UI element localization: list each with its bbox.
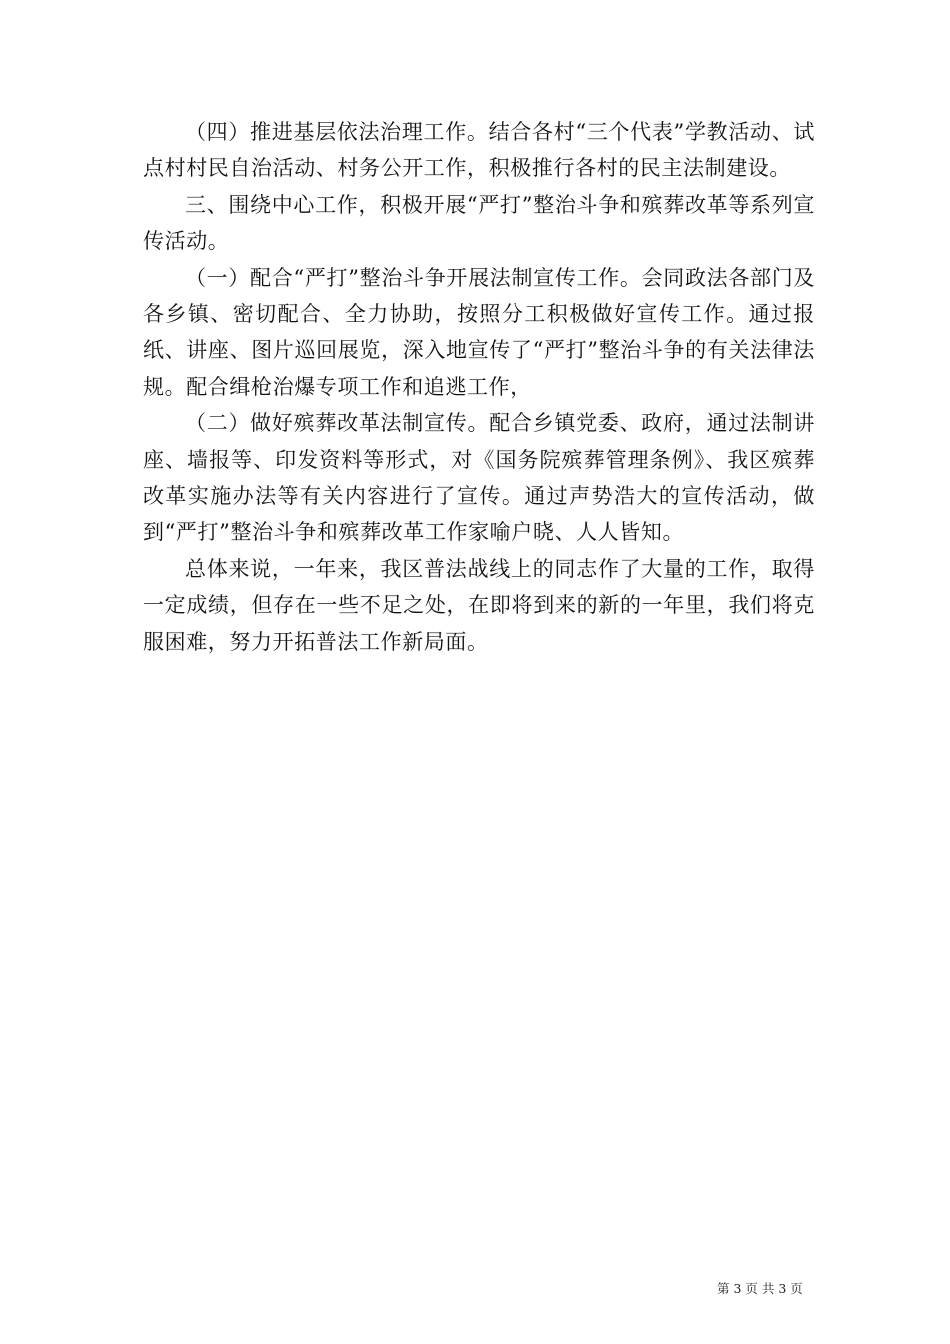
paragraph-village-governance: （四）推进基层依法治理工作。结合各村“三个代表”学教活动、试点村村民自治活动、村务公开工作，积极推行各村的民主法制建设。 [143,120,815,181]
paragraph-section-three-heading: 三、围绕中心工作，积极开展“严打”整治斗争和殡葬改革等系列宣传活动。 [143,192,815,254]
page-number-footer: 第 3 页 共 3 页 [717,1281,803,1296]
paragraph-summary: 总体来说，一年来，我区普法战线上的同志作了大量的工作，取得一定成绩，但存在一些不足之处，在即将到来的新的一年里，我们将克服困难，努力开拓普法工作新局面。 [143,556,815,654]
document-body [143,114,815,660]
paragraph-funeral-reform: （二）做好殡葬改革法制宣传。配合乡镇党委、政府，通过法制讲座、墙报等、印发资料等形式，对《国务院殡葬管理条例》、我区殡葬改革实施办法等有关内容进行了宣传。通过声势浩大的宣传活动，做到“严打”整治斗争和殡葬改革工作家喻户晓、人人皆知。 [143,411,815,545]
paragraph-strike-hard-campaign: （一）配合“严打”整治斗争开展法制宣传工作。会同政法各部门及各乡镇、密切配合、全力协助，按照分工积极做好宣传工作。通过报纸、讲座、图片巡回展览，深入地宣传了“严打”整治斗争的有关法律法规。配合缉枪治爆专项工作和追逃工作， [143,265,815,399]
